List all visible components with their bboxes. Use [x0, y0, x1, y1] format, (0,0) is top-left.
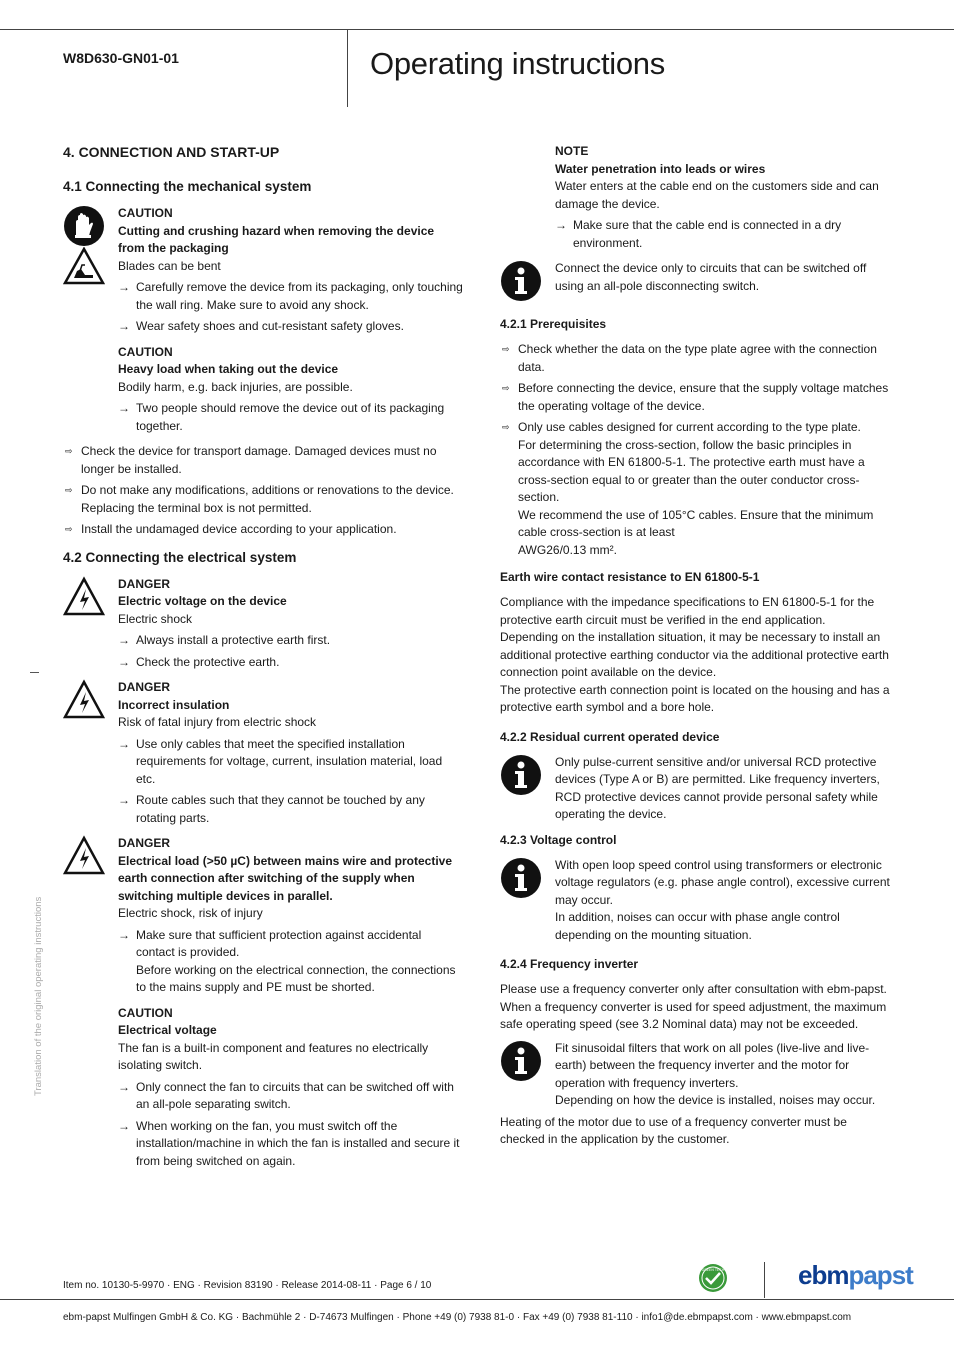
subsection-heading-4-2-3: 4.2.3 Voltage control	[500, 832, 617, 847]
gloves-icon	[63, 205, 105, 247]
arrow-icon: →	[118, 654, 130, 669]
model-number: W8D630-GN01-01	[63, 50, 179, 66]
info-icon	[500, 260, 542, 302]
subsection-heading-4-2-2: 4.2.2 Residual current operated device	[500, 729, 720, 744]
bullet-arrow-icon: ⇨	[502, 422, 510, 432]
paragraph: Heating of the motor due to use of a frequency converter must be checked in the application by the customer.	[500, 1114, 847, 1146]
arrow-icon: →	[118, 1079, 130, 1094]
footer-item-info: Item no. 10130-5-9970 · ENG · Revision 83190 · Release 2014-08-11 · Page 6 / 10	[63, 1280, 432, 1291]
list-item: ⇨ Before connecting the device, ensure that the supply voltage matches the operating voltage of the device.	[502, 381, 889, 413]
subsection-heading-4-1: 4.1 Connecting the mechanical system	[63, 179, 312, 194]
header-divider	[347, 29, 348, 107]
hazard-desc: Risk of fatal injury from electric shock	[118, 715, 317, 729]
signal-word: DANGER	[118, 576, 171, 591]
bullet-arrow-icon: ⇨	[65, 524, 73, 534]
right-column	[500, 143, 890, 1149]
action-item: → Carefully remove the device from its packaging, only touching the wall ring. Make sure to avoid any shock.	[118, 280, 463, 312]
hazard-title: Incorrect insulation	[118, 697, 230, 712]
list-item: ⇨ Only use cables designed for current according to the type plate. For determining the cross-section, follow the basic principles in accordance with EN 61800-5-1. The protective earth must have a cross-section equal to or greater than the outer conductor cross-section. We recommend the use of 105°C cables. Ensure that the minimum cable cross-section is at least AWG26/0.13 mm².	[502, 420, 874, 557]
hazard-title: Water penetration into leads or wires	[555, 161, 766, 176]
header-top-rule	[0, 29, 954, 30]
hazard-title: Electrical voltage	[118, 1023, 217, 1037]
side-note: Translation of the original operating instructions	[33, 896, 44, 1096]
info-text: Only pulse-current sensitive and/or universal RCD protective devices (Type A or B) are permitted. Like frequency inverters, RCD protective devices cannot provide personal safety while operating the device.	[555, 754, 880, 821]
footer-address: ebm-papst Mulfingen GmbH & Co. KG · Bachmühle 2 · D-74673 Mulfingen · Phone +49 (0) 7938 81-0 · Fax +49 (0) 7938 81-110 · info1@de.ebmpapst.com · www.ebmpapst.com	[63, 1312, 852, 1323]
arrow-icon: →	[118, 736, 130, 751]
info-text: In addition, noises can occur with phase angle control depending on the mounting situation.	[555, 910, 840, 942]
subsection-heading-4-2-1: 4.2.1 Prerequisites	[500, 317, 607, 331]
info-block-filters	[500, 1040, 890, 1110]
hazard-desc: The fan is a built-in component and features no electrically isolating switch.	[118, 1040, 429, 1072]
info-icon	[500, 1040, 542, 1082]
list-item: ⇨ Install the undamaged device according to your application.	[63, 521, 463, 539]
fold-mark	[30, 672, 39, 673]
paragraph: When a frequency converter is used for speed adjustment, the maximum safe operating speed (see 3.2 Nominal data) may not be exceeded.	[500, 999, 887, 1031]
hazard-desc: Water enters at the cable end on the customers side and can damage the device.	[555, 179, 879, 211]
list-item: ⇨ Do not make any modifications, additions or renovations to the device. Replacing the terminal box is not permitted.	[65, 483, 454, 515]
signal-word: CAUTION	[118, 1005, 173, 1020]
signal-word: NOTE	[555, 144, 589, 158]
hazard-title: Cutting and crushing hazard when removing the device from the packaging	[118, 223, 435, 255]
hazard-title: Heavy load when taking out the device	[118, 362, 339, 376]
note-block	[500, 143, 890, 252]
subsection-heading-4-2: 4.2 Connecting the electrical system	[63, 549, 297, 565]
ebmpapst-logo: ebmpapst	[798, 1260, 913, 1290]
high-voltage-warning-icon	[63, 679, 105, 721]
arrow-icon: →	[118, 319, 130, 333]
info-block-voltage-control	[500, 857, 890, 945]
info-block-switch	[500, 260, 890, 302]
action-item: → Use only cables that meet the specified installation requirements for voltage, current, insulation material, load etc.	[118, 736, 443, 786]
badge-label: GREEN TECH	[701, 1268, 725, 1272]
bullet-arrow-icon: ⇨	[502, 344, 510, 354]
paragraph: Please use a frequency converter only after consultation with ebm-papst.	[500, 982, 887, 996]
arrow-icon: →	[118, 793, 130, 807]
signal-word: DANGER	[118, 836, 171, 850]
signal-word: CAUTION	[118, 344, 173, 359]
high-voltage-warning-icon	[63, 835, 105, 877]
action-item: → Always install a protective earth first.	[118, 632, 463, 650]
action-item: → Two people should remove the device out of its packaging together.	[118, 401, 445, 433]
info-text: Fit sinusoidal filters that work on all poles (live-live and live-earth) between the frequency inverter and the motor for operation with frequency inverters.	[555, 1040, 870, 1090]
info-icon	[500, 754, 542, 796]
hazard-desc: Bodily harm, e.g. back injuries, are possible.	[118, 379, 353, 394]
green-tech-badge-icon	[698, 1263, 728, 1293]
subsection-heading-4-2-4: 4.2.4 Frequency inverter	[500, 957, 639, 971]
hazard-title: Electrical load (>50 µC) between mains wire and protective earth connection after switching of the supply when switching multiple devices in parallel.	[118, 853, 453, 903]
info-text: Depending on how the device is installed, noises may occur.	[555, 1093, 876, 1107]
paragraph: The protective earth connection point is located on the housing and has a protective earth symbol and a bore hole.	[500, 682, 890, 714]
bullet-arrow-icon: ⇨	[65, 485, 73, 495]
danger-block-electrical-load	[63, 835, 463, 1170]
info-text: With open loop speed control using transformers or electronic voltage regulators (e.g. phase angle control), excessive current may occur.	[555, 857, 890, 907]
list-item: ⇨ Check the device for transport damage. Damaged devices must no longer be installed.	[65, 444, 437, 476]
arrow-icon: →	[118, 927, 130, 942]
action-item: → When working on the fan, you must switch off the installation/machine in which the fan is installed and secure it from being switched on again.	[118, 1118, 460, 1168]
high-voltage-warning-icon	[63, 576, 105, 618]
list-item: ⇨ Check whether the data on the type plate agree with the connection data.	[502, 342, 877, 374]
arrow-icon: →	[118, 280, 130, 294]
bullet-arrow-icon: ⇨	[65, 446, 73, 456]
action-item: → Route cables such that they cannot be touched by any rotating parts.	[118, 793, 425, 825]
danger-block-insulation	[63, 679, 463, 827]
footer-rule	[0, 1299, 954, 1300]
arrow-icon: →	[118, 1118, 130, 1133]
hazard-desc: Electric shock, risk of injury	[118, 906, 263, 920]
signal-word: DANGER	[118, 680, 171, 694]
arrow-icon: →	[118, 401, 130, 415]
arrow-icon: →	[555, 218, 567, 232]
paragraph: Depending on the installation situation, it may be necessary to install an additional protective earthing conductor via the additional protective earth connection point available on the device.	[500, 630, 889, 679]
action-item: → Only connect the fan to circuits that can be switched off with an all-pole separating switch.	[118, 1079, 454, 1111]
hand-crush-warning-icon	[63, 247, 105, 285]
hazard-title: Electric voltage on the device	[118, 594, 287, 608]
action-item: → Wear safety shoes and cut-resistant safety gloves.	[118, 318, 463, 336]
hazard-desc: Blades can be bent	[118, 258, 221, 273]
danger-block-voltage	[63, 576, 463, 672]
section-heading: 4. CONNECTION AND START-UP	[63, 144, 280, 160]
info-block-rcd	[500, 754, 890, 824]
bullet-arrow-icon: ⇨	[502, 383, 510, 393]
paragraph: Compliance with the impedance specifications to EN 61800-5-1 for the protective earth circuit must be verified in the end application.	[500, 595, 875, 627]
info-text: Connect the device only to circuits that can be switched off using an all-pole disconnecting switch.	[555, 261, 867, 293]
hazard-desc: Electric shock	[118, 611, 193, 626]
page-title: Operating instructions	[370, 46, 665, 81]
action-item: → Check the protective earth.	[118, 654, 463, 672]
signal-word: CAUTION	[118, 206, 173, 220]
logo-divider	[764, 1262, 765, 1298]
action-item: → Make sure that sufficient protection against accidental contact is provided. Before working on the electrical connection, the connections to the mains supply and PE must be shorted.	[118, 927, 456, 994]
caution-block-cutting	[63, 205, 463, 435]
left-column	[63, 143, 463, 1178]
action-item: → Make sure that the cable end is connected in a dry environment.	[555, 218, 842, 250]
info-icon	[500, 857, 542, 899]
earth-wire-heading: Earth wire contact resistance to EN 61800-5-1	[500, 570, 760, 584]
arrow-icon: →	[118, 633, 130, 647]
